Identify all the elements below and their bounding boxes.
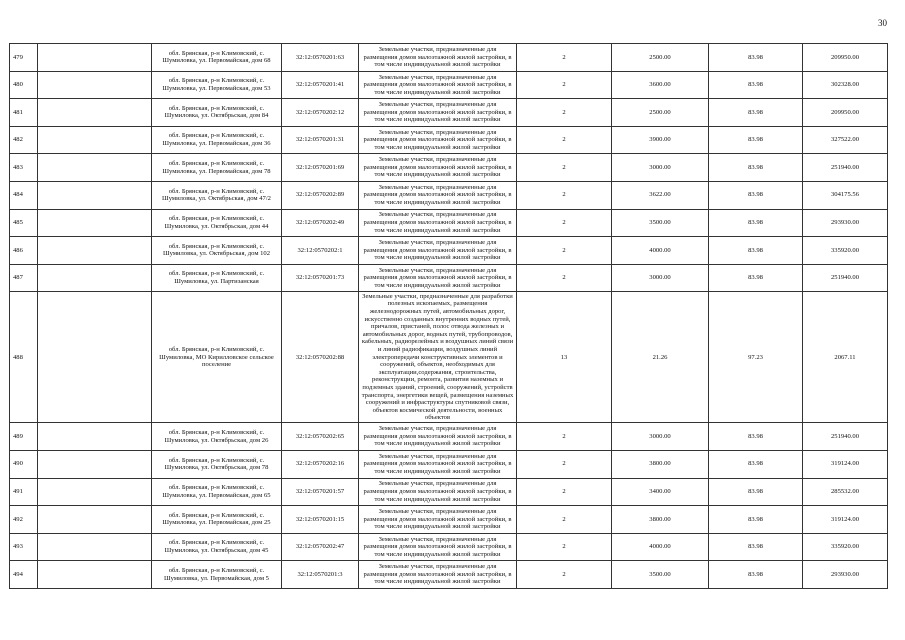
empty-cell <box>38 181 152 209</box>
land-use-cell: Земельные участки, предназначенные для размещения домов малоэтажной жилой застройки, в том числе индивидуальной жилой застройки <box>359 237 517 265</box>
cadastral-value-cell: 335920.00 <box>803 237 888 265</box>
land-use-cell: Земельные участки, предназначенные для размещения домов малоэтажной жилой застройки, в том числе индивидуальной жилой застройки <box>359 44 517 72</box>
row-number: 486 <box>10 237 38 265</box>
empty-cell <box>38 423 152 451</box>
land-use-cell: Земельные участки, предназначенные для размещения домов малоэтажной жилой застройки, в том числе индивидуальной жилой застройки <box>359 533 517 561</box>
cadastral-number-cell: 32:12:0570201:69 <box>282 154 359 182</box>
land-use-cell: Земельные участки, предназначенные для размещения домов малоэтажной жилой застройки, в том числе индивидуальной жилой застройки <box>359 181 517 209</box>
row-number: 491 <box>10 478 38 506</box>
empty-cell <box>38 44 152 72</box>
category-cell: 2 <box>517 154 612 182</box>
category-cell: 2 <box>517 423 612 451</box>
row-number: 490 <box>10 450 38 478</box>
row-number: 479 <box>10 44 38 72</box>
row-number: 480 <box>10 71 38 99</box>
category-cell: 13 <box>517 292 612 423</box>
table-row <box>10 506 888 534</box>
empty-cell <box>38 506 152 534</box>
area-cell: 4000.00 <box>612 237 709 265</box>
category-cell: 2 <box>517 478 612 506</box>
cadastral-number-cell: 32:12:0570202:16 <box>282 450 359 478</box>
land-registry-table <box>9 43 888 589</box>
land-use-cell: Земельные участки, предназначенные для размещения домов малоэтажной жилой застройки, в том числе индивидуальной жилой застройки <box>359 209 517 237</box>
address-cell: обл. Брянская, р-н Климовский, с. Шумиловка, МО Кирилловское сельское поселение <box>152 292 282 423</box>
row-number: 493 <box>10 533 38 561</box>
table-row <box>10 99 888 127</box>
rate-cell: 83.98 <box>709 181 803 209</box>
cadastral-value-cell: 304175.56 <box>803 181 888 209</box>
table-row <box>10 181 888 209</box>
area-cell: 3000.00 <box>612 423 709 451</box>
address-cell: обл. Брянская, р-н Климовский, с. Шумиловка, ул. Первомайская, дом 25 <box>152 506 282 534</box>
row-number: 489 <box>10 423 38 451</box>
table-row <box>10 126 888 154</box>
area-cell: 3500.00 <box>612 561 709 589</box>
row-number: 482 <box>10 126 38 154</box>
address-cell: обл. Брянская, р-н Климовский, с. Шумиловка, ул. Первомайская, дом 36 <box>152 126 282 154</box>
rate-cell: 83.98 <box>709 237 803 265</box>
cadastral-number-cell: 32:12:0570201:63 <box>282 44 359 72</box>
category-cell: 2 <box>517 237 612 265</box>
rate-cell: 83.98 <box>709 478 803 506</box>
land-use-cell: Земельные участки, предназначенные для разработки полезных ископаемых, размещения железнодорожных путей, автомобильных дорог, искусственно созданных внутренних водных путей, причалов, пристаней, полос отвода железных и автомобильных дорог, водных путей, трубопроводов, кабельных, радиорелейных и воздушных линий связи и линий радиофикации, воздушных линий электропередачи конструктивных элементов и сооружений, объектов, необходимых для эксплуатации,содержания, строительства, реконструкции, ремонта, развития наземных и подземных зданий, строений, сооружений, устройств транспорта, энергетики вещей, размещения наземных сооружений и инфраструктуры спутниковой связи, объектов космической деятельности, военных объектов <box>359 292 517 423</box>
area-cell: 3400.00 <box>612 478 709 506</box>
rate-cell: 83.98 <box>709 44 803 72</box>
empty-cell <box>38 154 152 182</box>
table-row <box>10 423 888 451</box>
table-row <box>10 209 888 237</box>
category-cell: 2 <box>517 264 612 292</box>
category-cell: 2 <box>517 181 612 209</box>
category-cell: 2 <box>517 209 612 237</box>
table-row <box>10 450 888 478</box>
category-cell: 2 <box>517 99 612 127</box>
rate-cell: 83.98 <box>709 561 803 589</box>
empty-cell <box>38 292 152 423</box>
area-cell: 3000.00 <box>612 154 709 182</box>
category-cell: 2 <box>517 561 612 589</box>
table-row <box>10 292 888 423</box>
cadastral-number-cell: 32:12:0570202:88 <box>282 292 359 423</box>
row-number: 485 <box>10 209 38 237</box>
address-cell: обл. Брянская, р-н Климовский, с. Шумиловка, ул. Первомайская, дом 78 <box>152 154 282 182</box>
address-cell: обл. Брянская, р-н Климовский, с. Шумиловка, ул. Октябрьская, дом 44 <box>152 209 282 237</box>
category-cell: 2 <box>517 126 612 154</box>
cadastral-value-cell: 319124.00 <box>803 450 888 478</box>
cadastral-value-cell: 293930.00 <box>803 209 888 237</box>
cadastral-value-cell: 319124.00 <box>803 506 888 534</box>
table-row <box>10 478 888 506</box>
category-cell: 2 <box>517 450 612 478</box>
area-cell: 21.26 <box>612 292 709 423</box>
table-row <box>10 71 888 99</box>
cadastral-number-cell: 32:12:0570202:89 <box>282 181 359 209</box>
land-use-cell: Земельные участки, предназначенные для размещения домов малоэтажной жилой застройки, в том числе индивидуальной жилой застройки <box>359 71 517 99</box>
table-body <box>10 44 888 589</box>
table-row <box>10 533 888 561</box>
table-row <box>10 264 888 292</box>
land-use-cell: Земельные участки, предназначенные для размещения домов малоэтажной жилой застройки, в том числе индивидуальной жилой застройки <box>359 506 517 534</box>
rate-cell: 83.98 <box>709 450 803 478</box>
table-row <box>10 154 888 182</box>
area-cell: 3900.00 <box>612 126 709 154</box>
cadastral-number-cell: 32:12:0570201:57 <box>282 478 359 506</box>
rate-cell: 83.98 <box>709 264 803 292</box>
page-number: 30 <box>878 18 887 28</box>
area-cell: 3622.00 <box>612 181 709 209</box>
area-cell: 4000.00 <box>612 533 709 561</box>
row-number: 483 <box>10 154 38 182</box>
address-cell: обл. Брянская, р-н Климовский, с. Шумиловка, ул. Октябрьская, дом 102 <box>152 237 282 265</box>
address-cell: обл. Брянская, р-н Климовский, с. Шумиловка, ул. Октябрьская, дом 26 <box>152 423 282 451</box>
area-cell: 3800.00 <box>612 450 709 478</box>
row-number: 484 <box>10 181 38 209</box>
rate-cell: 83.98 <box>709 423 803 451</box>
area-cell: 3000.00 <box>612 264 709 292</box>
address-cell: обл. Брянская, р-н Климовский, с. Шумиловка, ул. Первомайская, дом 68 <box>152 44 282 72</box>
cadastral-number-cell: 32:12:0570202:65 <box>282 423 359 451</box>
address-cell: обл. Брянская, р-н Климовский, с. Шумиловка, ул. Октябрьская, дом 45 <box>152 533 282 561</box>
table-row <box>10 237 888 265</box>
category-cell: 2 <box>517 506 612 534</box>
category-cell: 2 <box>517 533 612 561</box>
land-use-cell: Земельные участки, предназначенные для размещения домов малоэтажной жилой застройки, в том числе индивидуальной жилой застройки <box>359 450 517 478</box>
cadastral-value-cell: 2067.11 <box>803 292 888 423</box>
rate-cell: 83.98 <box>709 126 803 154</box>
cadastral-number-cell: 32:12:0570201:41 <box>282 71 359 99</box>
table-row <box>10 44 888 72</box>
cadastral-value-cell: 251940.00 <box>803 423 888 451</box>
rate-cell: 83.98 <box>709 533 803 561</box>
empty-cell <box>38 99 152 127</box>
row-number: 492 <box>10 506 38 534</box>
cadastral-value-cell: 285532.00 <box>803 478 888 506</box>
cadastral-number-cell: 32:12:0570202:49 <box>282 209 359 237</box>
cadastral-value-cell: 251940.00 <box>803 154 888 182</box>
area-cell: 3500.00 <box>612 209 709 237</box>
area-cell: 3600.00 <box>612 71 709 99</box>
rate-cell: 83.98 <box>709 209 803 237</box>
empty-cell <box>38 561 152 589</box>
rate-cell: 83.98 <box>709 154 803 182</box>
cadastral-value-cell: 327522.00 <box>803 126 888 154</box>
land-use-cell: Земельные участки, предназначенные для размещения домов малоэтажной жилой застройки, в том числе индивидуальной жилой застройки <box>359 561 517 589</box>
land-use-cell: Земельные участки, предназначенные для размещения домов малоэтажной жилой застройки, в том числе индивидуальной жилой застройки <box>359 99 517 127</box>
cadastral-number-cell: 32:12:0570202:47 <box>282 533 359 561</box>
area-cell: 3800.00 <box>612 506 709 534</box>
address-cell: обл. Брянская, р-н Климовский, с. Шумиловка, ул. Партизанская <box>152 264 282 292</box>
empty-cell <box>38 478 152 506</box>
empty-cell <box>38 237 152 265</box>
land-use-cell: Земельные участки, предназначенные для размещения домов малоэтажной жилой застройки, в том числе индивидуальной жилой застройки <box>359 423 517 451</box>
address-cell: обл. Брянская, р-н Климовский, с. Шумиловка, ул. Первомайская, дом 5 <box>152 561 282 589</box>
cadastral-value-cell: 209950.00 <box>803 99 888 127</box>
cadastral-value-cell: 251940.00 <box>803 264 888 292</box>
rate-cell: 97.23 <box>709 292 803 423</box>
empty-cell <box>38 71 152 99</box>
cadastral-number-cell: 32:12:0570201:15 <box>282 506 359 534</box>
cadastral-number-cell: 32:12:0570201:31 <box>282 126 359 154</box>
rate-cell: 83.98 <box>709 506 803 534</box>
rate-cell: 83.98 <box>709 71 803 99</box>
rate-cell: 83.98 <box>709 99 803 127</box>
land-use-cell: Земельные участки, предназначенные для размещения домов малоэтажной жилой застройки, в том числе индивидуальной жилой застройки <box>359 154 517 182</box>
empty-cell <box>38 533 152 561</box>
empty-cell <box>38 126 152 154</box>
row-number: 494 <box>10 561 38 589</box>
land-use-cell: Земельные участки, предназначенные для размещения домов малоэтажной жилой застройки, в том числе индивидуальной жилой застройки <box>359 478 517 506</box>
cadastral-number-cell: 32:12:0570202:12 <box>282 99 359 127</box>
address-cell: обл. Брянская, р-н Климовский, с. Шумиловка, ул. Первомайская, дом 53 <box>152 71 282 99</box>
empty-cell <box>38 450 152 478</box>
cadastral-number-cell: 32:12:0570201:73 <box>282 264 359 292</box>
cadastral-value-cell: 209950.00 <box>803 44 888 72</box>
area-cell: 2500.00 <box>612 99 709 127</box>
land-use-cell: Земельные участки, предназначенные для размещения домов малоэтажной жилой застройки, в том числе индивидуальной жилой застройки <box>359 126 517 154</box>
address-cell: обл. Брянская, р-н Климовский, с. Шумиловка, ул. Первомайская, дом 65 <box>152 478 282 506</box>
row-number: 481 <box>10 99 38 127</box>
land-use-cell: Земельные участки, предназначенные для размещения домов малоэтажной жилой застройки, в том числе индивидуальной жилой застройки <box>359 264 517 292</box>
empty-cell <box>38 264 152 292</box>
row-number: 487 <box>10 264 38 292</box>
address-cell: обл. Брянская, р-н Климовский, с. Шумиловка, ул. Октябрьская, дом 47/2 <box>152 181 282 209</box>
empty-cell <box>38 209 152 237</box>
table-row <box>10 561 888 589</box>
cadastral-value-cell: 335920.00 <box>803 533 888 561</box>
cadastral-number-cell: 32:12:0570201:3 <box>282 561 359 589</box>
address-cell: обл. Брянская, р-н Климовский, с. Шумиловка, ул. Октябрьская, дом 78 <box>152 450 282 478</box>
cadastral-value-cell: 302328.00 <box>803 71 888 99</box>
address-cell: обл. Брянская, р-н Климовский, с. Шумиловка, ул. Октябрьская, дом 84 <box>152 99 282 127</box>
area-cell: 2500.00 <box>612 44 709 72</box>
category-cell: 2 <box>517 71 612 99</box>
cadastral-number-cell: 32:12:0570202:1 <box>282 237 359 265</box>
row-number: 488 <box>10 292 38 423</box>
category-cell: 2 <box>517 44 612 72</box>
cadastral-value-cell: 293930.00 <box>803 561 888 589</box>
